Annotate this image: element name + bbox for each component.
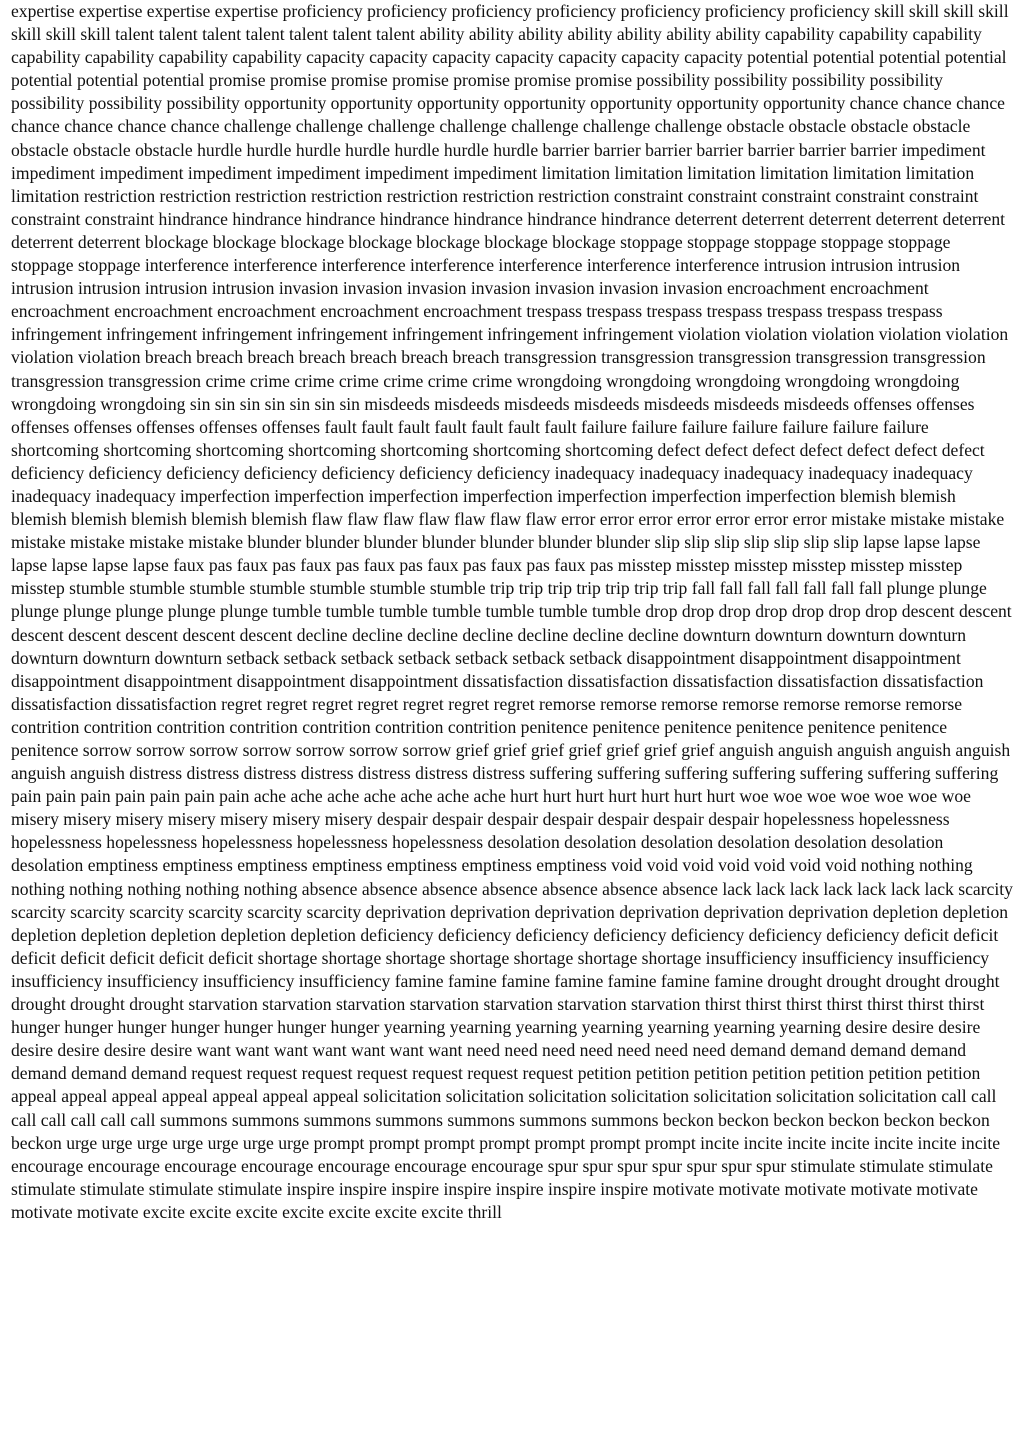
body-paragraph: expertise expertise expertise expertise proficiency proficiency proficiency proficiency proficiency proficiency proficiency skill skill skill skill skill skill skill talent talent talent talent talent talent talent ability ability ability ability ability ability ability capability capability capability capability capability capability capability capacity capacity capacity capacity capacity capacity capacity potential potential potential potential potential potential potential promise promise promise promise promise promise promise possibility possibility possibility possibility possibility possibility possibility opportunity opportunity opportunity opportunity opportunity opportunity opportunity chance chance chance chance chance chance chance challenge challenge challenge challenge challenge challenge challenge obstacle obstacle obstacle obstacle obstacle obstacle obstacle hurdle hurdle hurdle hurdle hurdle hurdle hurdle barrier barrier barrier barrier barrier barrier barrier impediment impediment impediment impediment impediment impediment impediment limitation limitation limitation limitation limitation limitation limitation restriction restriction restriction restriction restriction restriction restriction constraint constraint constraint constraint constraint constraint constraint hindrance hindrance hindrance hindrance hindrance hindrance hindrance deterrent deterrent deterrent deterrent deterrent deterrent deterrent blockage blockage blockage blockage blockage blockage blockage stoppage stoppage stoppage stoppage stoppage stoppage stoppage interference interference interference interference interference interference interference intrusion intrusion intrusion intrusion intrusion intrusion intrusion invasion invasion invasion invasion invasion invasion invasion encroachment encroachment encroachment encroachment encroachment encroachment encroachment trespass trespass trespass trespass trespass trespass trespass infringement infringement infringement infringement infringement infringement infringement violation violation violation violation violation violation violation breach breach breach breach breach breach breach transgression transgression transgression transgression transgression transgression transgression crime crime crime crime crime crime crime wrongdoing wrongdoing wrongdoing wrongdoing wrongdoing wrongdoing wrongdoing sin sin sin sin sin sin sin misdeeds misdeeds misdeeds misdeeds misdeeds misdeeds misdeeds offenses offenses offenses offenses offenses offenses offenses fault fault fault fault fault fault fault failure failure failure failure failure failure failure shortcoming shortcoming shortcoming shortcoming shortcoming shortcoming shortcoming defect defect defect defect defect defect defect deficiency deficiency deficiency deficiency deficiency deficiency deficiency inadequacy inadequacy inadequacy inadequacy inadequacy inadequacy inadequacy imperfection imperfection imperfection imperfection imperfection imperfection imperfection blemish blemish blemish blemish blemish blemish blemish flaw flaw flaw flaw flaw flaw flaw error error error error error error error mistake mistake mistake mistake mistake mistake mistake blunder blunder blunder blunder blunder blunder blunder slip slip slip slip slip slip slip lapse lapse lapse lapse lapse lapse lapse faux pas faux pas faux pas faux pas faux pas faux pas faux pas misstep misstep misstep misstep misstep misstep misstep stumble stumble stumble stumble stumble stumble stumble trip trip trip trip trip trip trip fall fall fall fall fall fall fall plunge plunge plunge plunge plunge plunge plunge tumble tumble tumble tumble tumble tumble tumble drop drop drop drop drop drop drop descent descent descent descent descent descent descent decline decline decline decline decline decline decline downturn downturn downturn downturn downturn downturn downturn setback setback setback setback setback setback setback disappointment disappointment disappointment disappointment disappointment disappointment disappointment dissatisfaction dissatisfaction dissatisfaction dissatisfaction dissatisfaction dissatisfaction dissatisfaction regret regret regret regret regret regret regret remorse remorse remorse remorse remorse remorse remorse contrition contrition contrition contrition contrition contrition contrition penitence penitence penitence penitence penitence penitence penitence sorrow sorrow sorrow sorrow sorrow sorrow sorrow grief grief grief grief grief grief grief anguish anguish anguish anguish anguish anguish anguish distress distress distress distress distress distress distress suffering suffering suffering suffering suffering suffering suffering pain pain pain pain pain pain pain ache ache ache ache ache ache ache hurt hurt hurt hurt hurt hurt hurt woe woe woe woe woe woe woe misery misery misery misery misery misery misery despair despair despair despair despair despair despair hopelessness hopelessness hopelessness hopelessness hopelessness hopelessness hopelessness desolation desolation desolation desolation desolation desolation desolation emptiness emptiness emptiness emptiness emptiness emptiness emptiness void void void void void void void nothing nothing nothing nothing nothing nothing nothing absence absence absence absence absence absence absence lack lack lack lack lack lack lack scarcity scarcity scarcity scarcity scarcity scarcity scarcity deprivation deprivation deprivation deprivation deprivation deprivation depletion depletion depletion depletion depletion depletion depletion deficiency deficiency deficiency deficiency deficiency deficiency deficiency deficit deficit deficit deficit deficit deficit deficit shortage shortage shortage shortage shortage shortage shortage insufficiency insufficiency insufficiency insufficiency insufficiency insufficiency insufficiency famine famine famine famine famine famine famine drought drought drought drought drought drought drought starvation starvation starvation starvation starvation starvation starvation thirst thirst thirst thirst thirst thirst thirst hunger hunger hunger hunger hunger hunger hunger yearning yearning yearning yearning yearning yearning yearning desire desire desire desire desire desire desire want want want want want want want need need need need need need need demand demand demand demand demand demand demand request request request request request request request petition petition petition petition petition petition petition appeal appeal appeal appeal appeal appeal appeal solicitation solicitation solicitation solicitation solicitation solicitation solicitation call call call call call call call summons summons summons summons summons summons summons beckon beckon beckon beckon beckon beckon beckon urge urge urge urge urge urge urge prompt prompt prompt prompt prompt prompt prompt incite incite incite incite incite incite incite encourage encourage encourage encourage encourage encourage encourage spur spur spur spur spur spur spur stimulate stimulate stimulate stimulate stimulate stimulate stimulate inspire inspire inspire inspire inspire inspire inspire motivate motivate motivate motivate motivate motivate motivate excite excite excite excite excite excite excite thrill bbox=[11, 1, 1013, 1222]
